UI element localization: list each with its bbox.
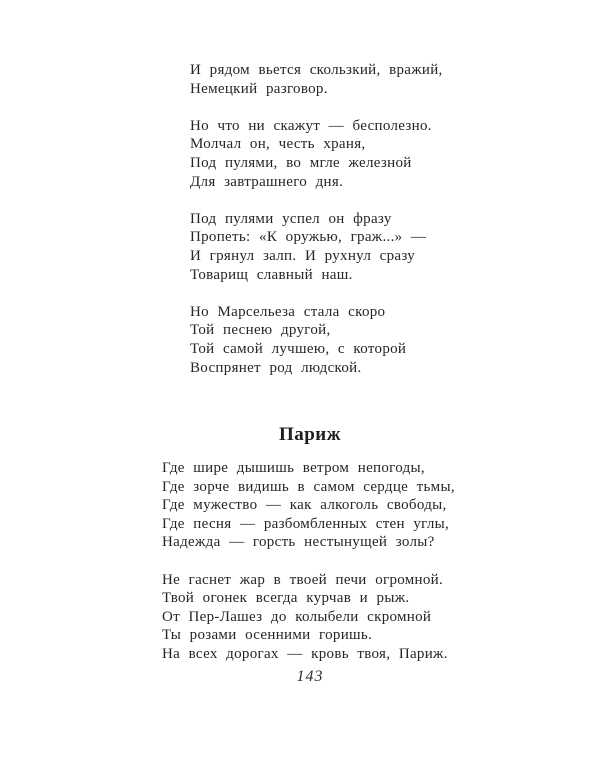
poem-line: Товарищ славный наш. [190, 266, 353, 283]
poem-line: Надежда — горсть нестынущей золы? [162, 534, 435, 551]
poem-line: От Пер-Лашез до колыбели скромной [162, 608, 432, 625]
poem-line: Для завтрашнего дня. [190, 173, 344, 190]
poem-line: Молчал он, честь храня, [190, 136, 366, 153]
poem-line: Той самой лучшею, с которой [190, 340, 407, 357]
poem-title: Париж [278, 424, 342, 445]
poem-line: Но что ни скажут — бесполезно. [190, 117, 432, 134]
stanza [190, 61, 443, 98]
poem-line: Пропеть: «К оружью, граж...» — [190, 229, 427, 246]
poem-line: Немецкий разговор. [190, 80, 328, 97]
stanza [162, 459, 455, 552]
poem-line: Где зорче видишь в самом сердце тьмы, [162, 478, 455, 495]
stanza [190, 117, 443, 191]
page-number: 143 [296, 668, 324, 685]
poem-line: Той песнею другой, [190, 322, 331, 339]
poem-line: Не гаснет жар в твоей печи огромной. [162, 571, 444, 588]
poem-line: И грянул залп. И рухнул сразу [190, 247, 416, 264]
poem-line: Где мужество — как алкоголь свободы, [162, 497, 447, 514]
poem-line: Где песня — разбомбленных стен углы, [162, 515, 450, 532]
poem-line: На всех дорогах — кровь твоя, Париж. [162, 645, 448, 662]
stanza [190, 210, 443, 284]
poem-line: Где шире дышишь ветром непогоды, [162, 460, 425, 476]
poem-line: Под пулями успел он фразу [190, 210, 392, 227]
poem-line: Но Марсельеза стала скоро [190, 303, 386, 320]
poem-line: Воспрянет род людской. [190, 359, 362, 376]
stanza [190, 303, 443, 377]
poem-paris [162, 459, 455, 664]
poem-line: Под пулями, во мгле железной [190, 154, 412, 171]
poem-line: Твой огонек всегда курчав и рыж. [162, 590, 410, 607]
stanza [162, 571, 455, 664]
poem-line: И рядом вьется скользкий, вражий, [190, 62, 443, 78]
poem-continuation [190, 61, 443, 377]
poem-line: Ты розами осенними горишь. [162, 627, 373, 644]
